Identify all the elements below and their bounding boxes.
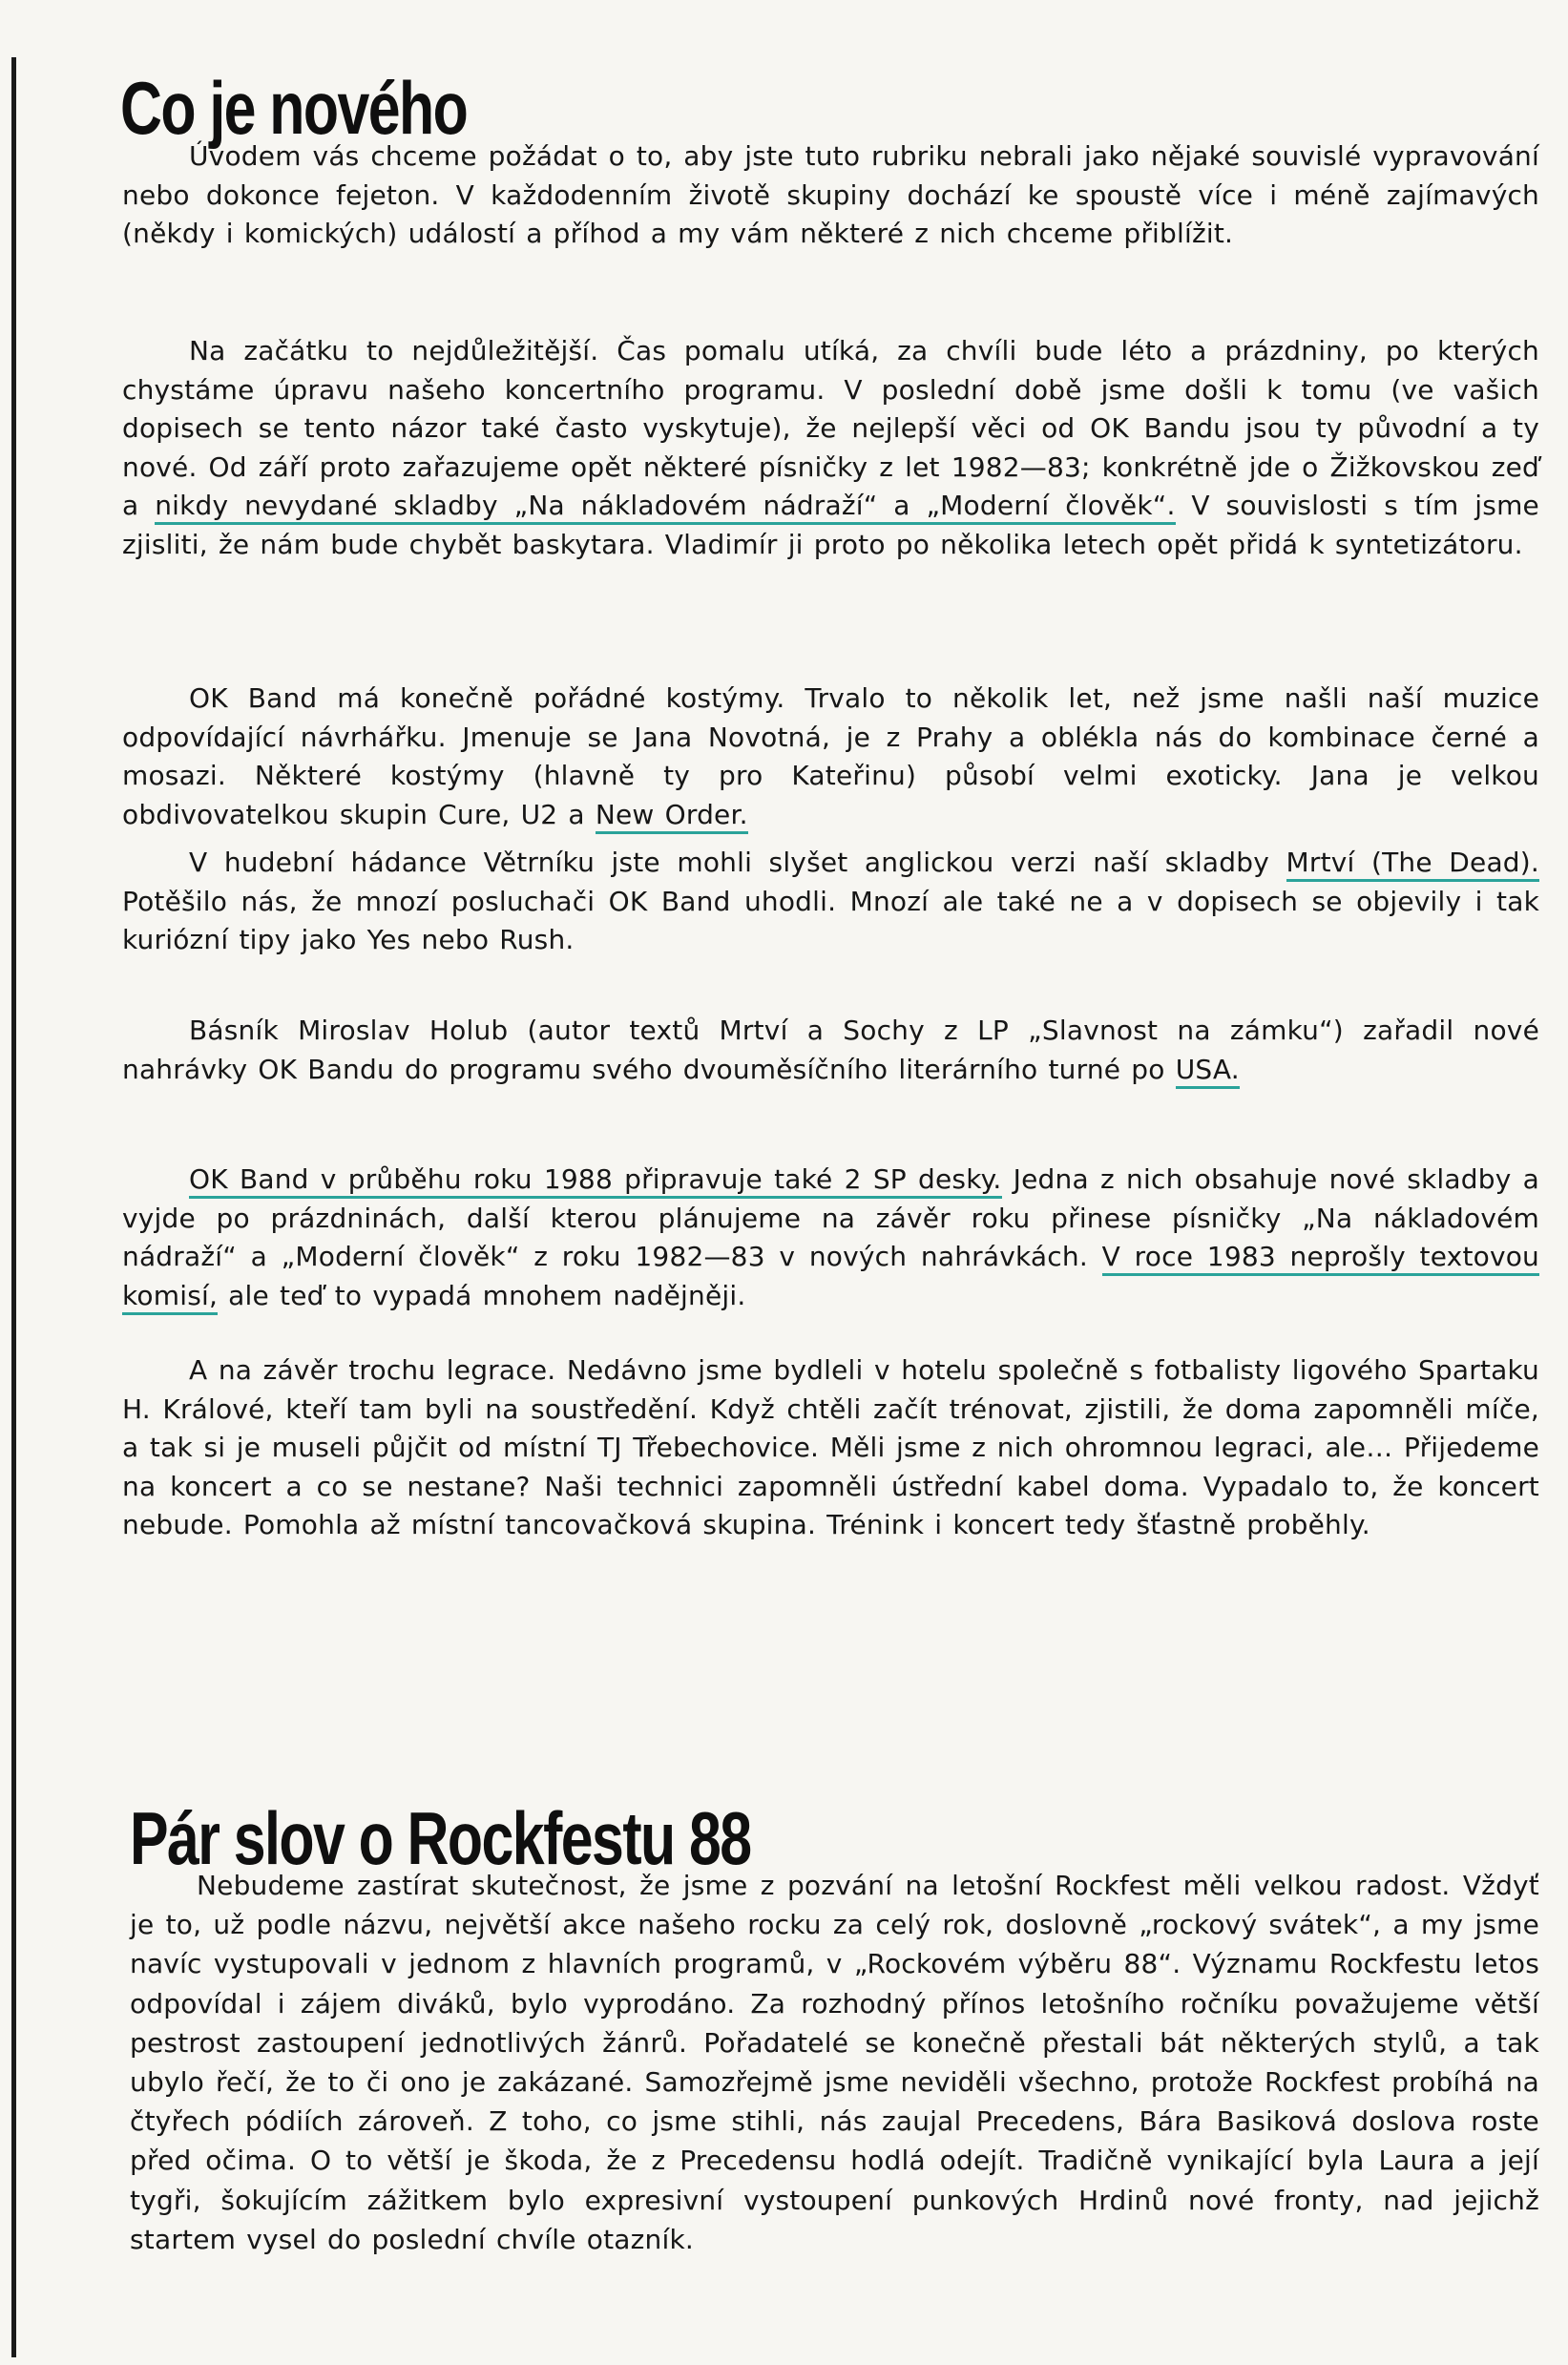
paragraph-anecdote [122,1351,1539,1545]
paragraph-rockfest [130,1866,1539,2259]
paragraph-holub [122,1012,1539,1089]
highlighted-text: Mrtví (The Dead). [1286,847,1540,882]
highlighted-text: nikdy nevydané skladby „Na nákladovém nádraží“ a „Moderní člověk“. [155,490,1175,525]
paragraph-text: V souvislosti s tím jsme zjisliti, že nám bude chybět baskytara. Vladimír ji proto po několika letech opět přidá k syntetizátoru. [122,490,1539,560]
paragraph-text: Na začátku to nejdůležitější. Čas pomalu utíká, za chvíli bude léto a prázdniny, po kterých chystáme úpravu našeho koncertního programu. V poslední době jsme došli k tomu (ve vašich dopisech se tento názor také často vyskytuje), že nejlepší věci od OK Bandu jsou ty původní a ty nové. Od září proto zařazujeme opět některé písničky z let 1982—83; konkrétně jde o Žižkovskou zeď a [122,335,1539,522]
paragraph-text: V hudební hádance Větrníku jste mohli slyšet anglickou verzi naší skladby [189,847,1286,878]
paragraph-costumes [122,680,1539,834]
highlighted-text: New Order. [596,799,748,834]
paragraph-text: ale teď to vypadá mnohem nadějněji. [218,1279,746,1311]
left-margin-rule [11,57,16,2357]
paragraph-vetrnik [122,844,1539,960]
highlighted-text: V roce 1983 neprošly textovou komisí, [122,1241,1539,1315]
paragraph-intro [122,137,1539,254]
paragraph-sp-records [122,1161,1539,1315]
section-title-co-je-noveho: Co je nového [120,66,468,151]
highlighted-text: OK Band v průběhu roku 1988 připravuje také 2 SP desky. [189,1163,1002,1199]
paragraph-text: Potěšilo nás, že mnozí posluchači OK Band uhodli. Mnozí ale také ne a v dopisech se objevily i tak kuriózní tipy jako Yes nebo Rush. [122,885,1539,956]
paragraph-text: Jedna z nich obsahuje nové skladby a vyjde po prázdninách, další kterou plánujeme na závěr roku přinese písničky „Na nákladovém nádraží“ a „Moderní člověk“ z roku 1982—83 v nových nahrávkách. [122,1163,1539,1273]
section-title-rockfest: Pár slov o Rockfestu 88 [130,1796,751,1881]
paragraph-text: Úvodem vás chceme požádat o to, aby jste tuto rubriku nebrali jako nějaké souvislé vypravování nebo dokonce fejeton. V každodenním životě skupiny dochází ke spoustě více i méně zajímavých (někdy i komických) událostí a příhod a my vám některé z nich chceme přiblížit. [122,140,1539,250]
paragraph-text: Básník Miroslav Holub (autor textů Mrtví a Sochy z LP „Slavnost na zámku“) zařadil nové nahrávky OK Bandu do programu svého dvouměsíčního literárního turné po [122,1015,1539,1085]
paragraph-text: OK Band má konečně pořádné kostýmy. Trvalo to několik let, než jsme našli naší muzice odpovídající návrhářku. Jmenuje se Jana Novotná, je z Prahy a oblékla nás do kombinace černé a mosazi. Některé kostýmy (hlavně ty pro Kateřinu) působí velmi exoticky. Jana je velkou obdivovatelkou skupin Cure, U2 a [122,682,1539,830]
paragraph-text: A na závěr trochu legrace. Nedávno jsme bydleli v hotelu společně s fotbalisty ligového Spartaku H. Králové, kteří tam byli na soustředění. Když chtěli začít trénovat, zjistili, že doma zapomněli míče, a tak si je museli půjčit od místní TJ Třebechovice. Měli jsme z nich ohromnou legraci, ale… Přijedeme na koncert a co se nestane? Naši technici zapomněli ústřední kabel doma. Vypadalo to, že koncert nebude. Pomohla až místní tancovačková skupina. Trénink i koncert tedy šťastně proběhly. [122,1354,1539,1541]
paragraph-text: Nebudeme zastírat skutečnost, že jsme z pozvání na letošní Rockfest měli velkou radost. Vždyť je to, už podle názvu, největší akce našeho rocku za celý rok, doslovně „rockový svátek“, a my jsme navíc vystupovali v jednom z hlavních programů, v „Rockovém výběru 88“. Významu Rockfestu letos odpovídal i zájem diváků, bylo vyprodáno. Za rozhodný přínos letošního ročníku považujeme větší pestrost zastoupení jednotlivých žánrů. Pořadatelé se konečně přestali bát některých stylů, a tak ubylo řečí, že to či ono je zakázané. Samozřejmě jsme neviděli všechno, protože Rockfest probíhá na čtyřech pódiích zároveň. Z toho, co jsme stihli, nás zaujal Precedens, Bára Basiková doslova roste před očima. O to větší je škoda, že z Precedensu hodlá odejít. Tradičně vynikající byla Laura a její tygři, šokujícím zážitkem bylo expresivní vystoupení punkových Hrdinů nové fronty, nad jejichž startem vysel do poslední chvíle otazník. [130,1870,1539,2255]
paragraph-program [122,332,1539,565]
highlighted-text: USA. [1176,1054,1240,1089]
